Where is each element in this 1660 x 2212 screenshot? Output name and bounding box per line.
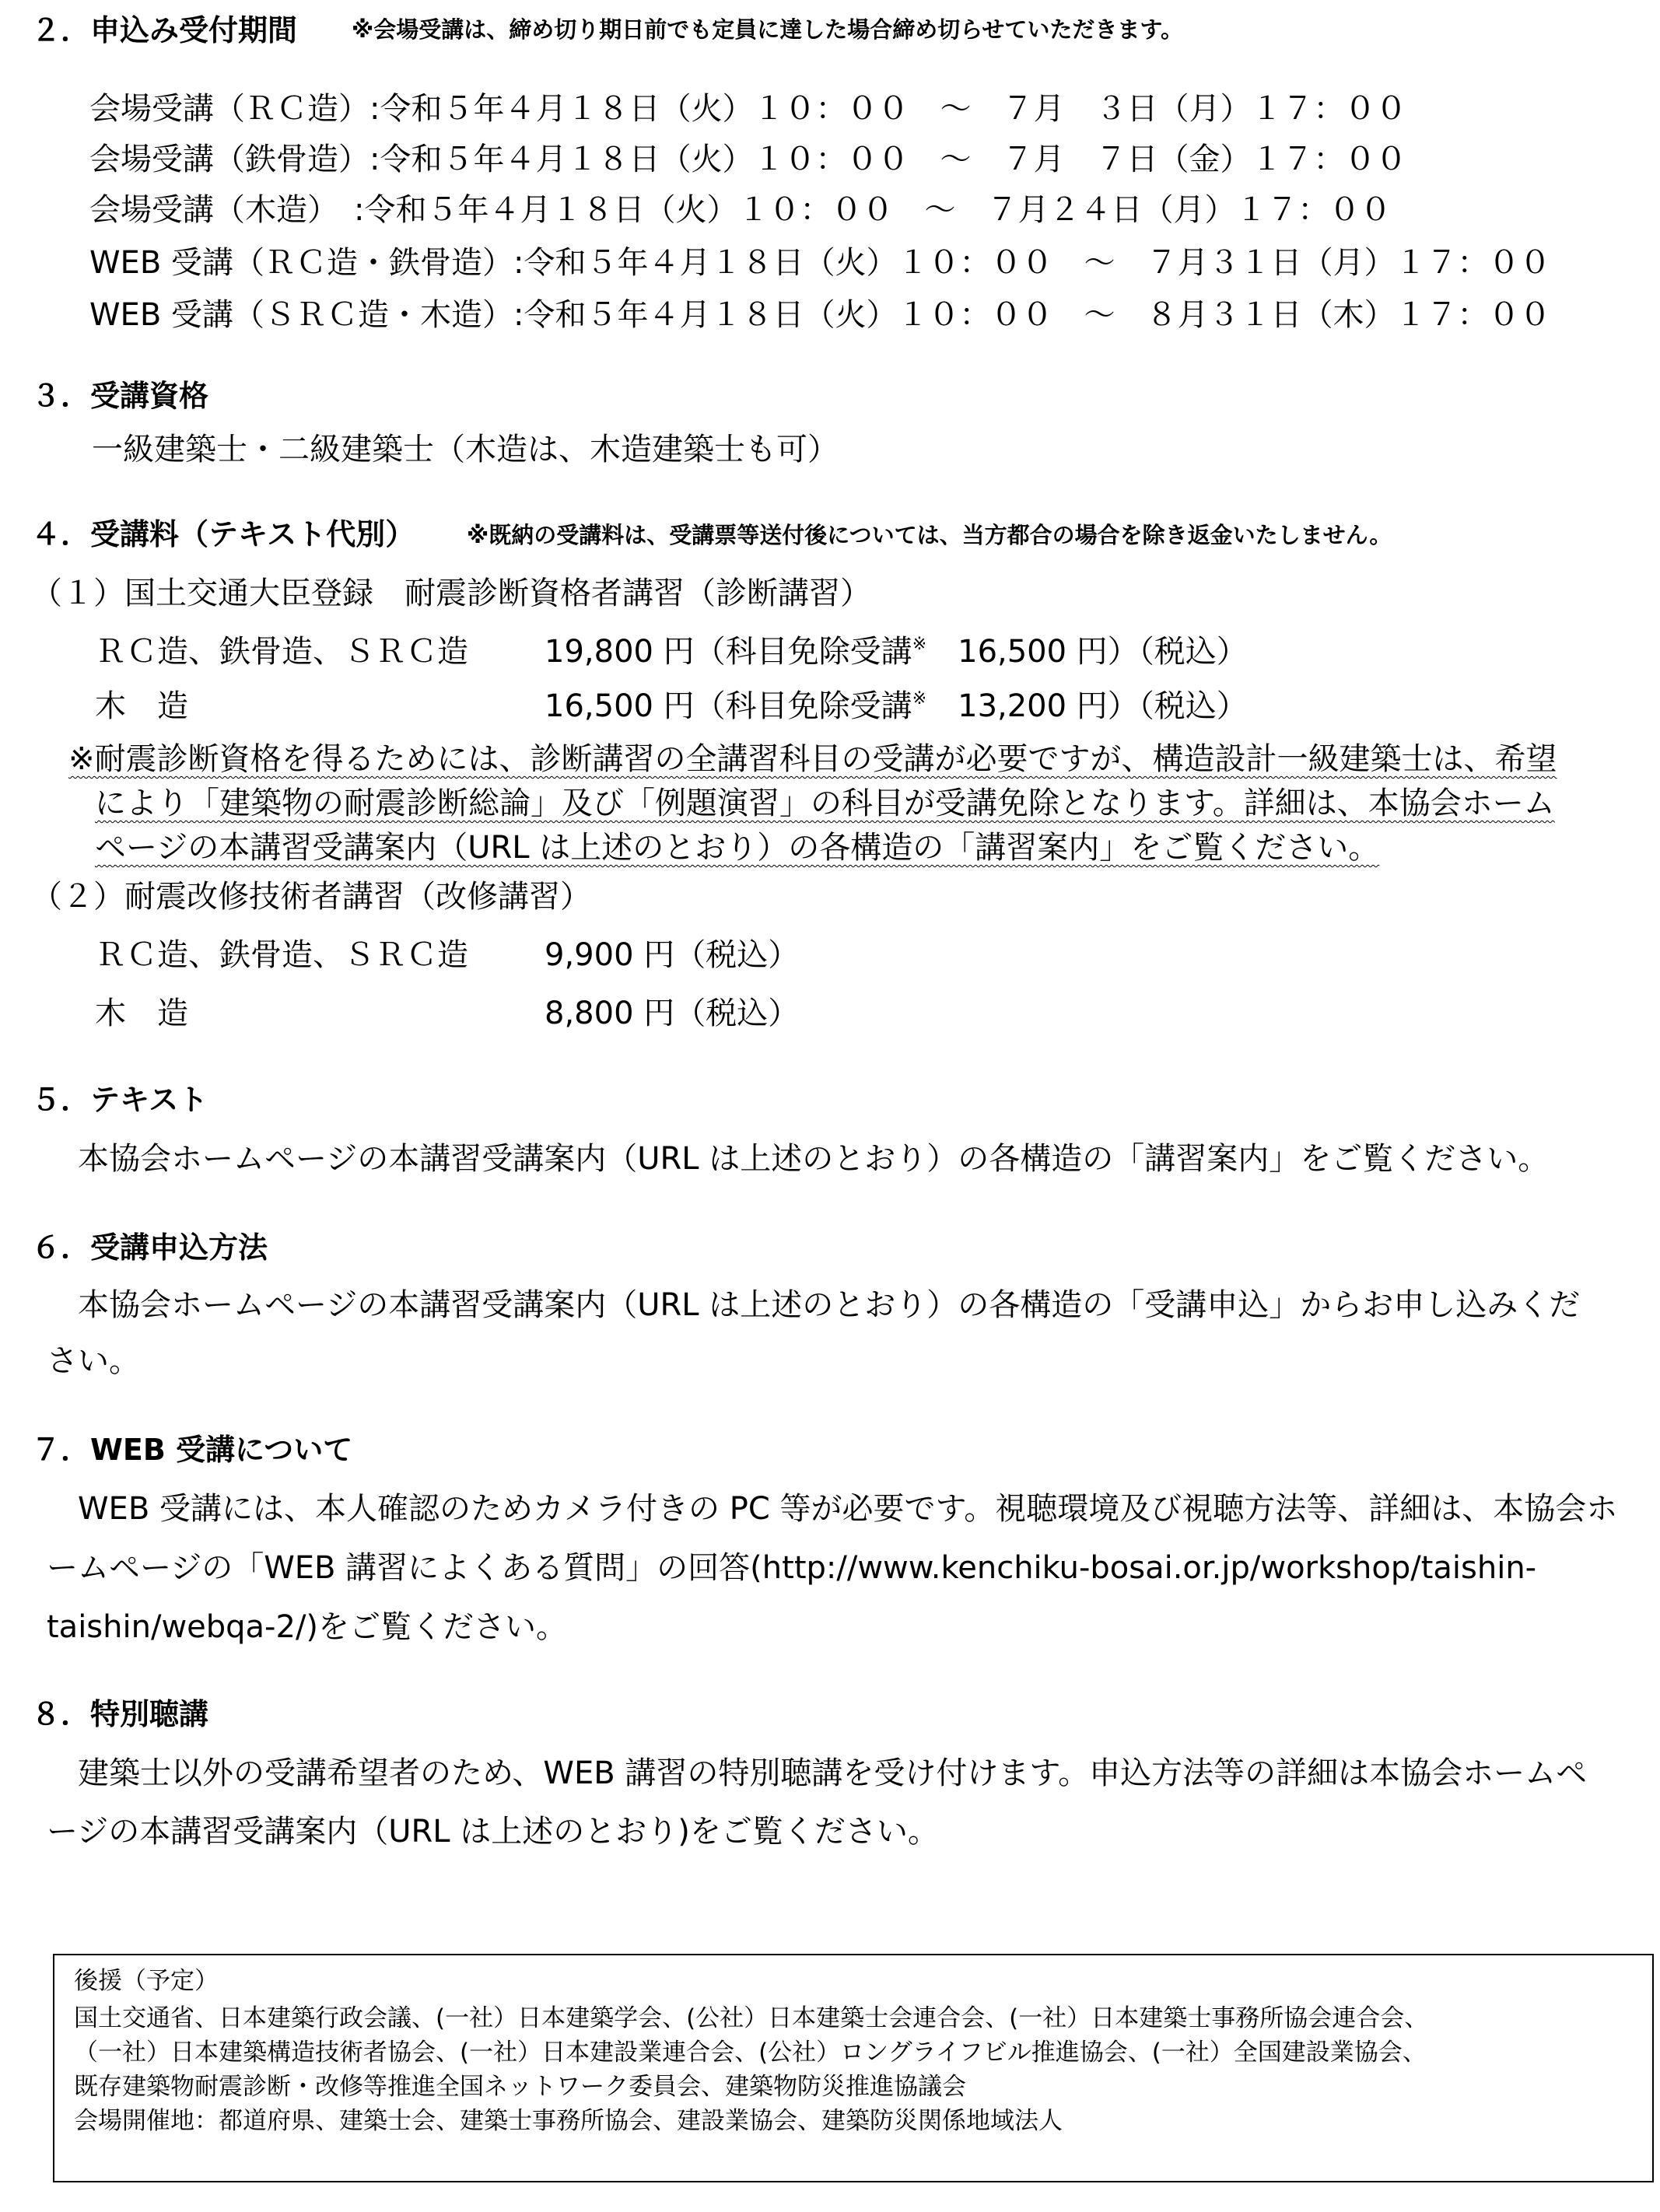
- period-row: [89, 144, 1406, 175]
- period-label: 会場受講（ＲＣ造）:: [89, 91, 380, 127]
- section-5-heading: ５．テキスト: [31, 1083, 208, 1117]
- period-row: [89, 245, 1551, 281]
- support-line: 国土交通省、日本建築行政会議、(一社）日本建築学会、(公社）日本建築士会連合会、(一社）日本建築士事務所協会連合会、: [74, 2004, 1429, 2032]
- section-4-sub1-title: （１）国土交通大臣登録 耐震診断資格者講習（診断講習）: [31, 576, 871, 611]
- section-4-heading: ４．受講料（テキスト代別）: [31, 517, 415, 551]
- fee-amount: 9,900 円（税込）: [545, 937, 800, 973]
- period-label: 会場受講（木造） :: [89, 192, 365, 228]
- section-4-note: ※既納の受講料は、受講票等送付後については、当方都合の場合を除き返金いたしません。: [467, 522, 1392, 548]
- exemption-note-line: ページの本講習受講案内（URL は上述のとおり）の各構造の「講習案内」をご覧ください。: [95, 830, 1380, 866]
- period-label: 会場受講（鉄骨造）:: [89, 142, 380, 177]
- fee-amount: 8,800 円（税込）: [545, 996, 800, 1031]
- period-label: WEB 受講（ＲＣ造・鉄骨造）:: [89, 245, 524, 281]
- period-value: 令和５年４月１８日（火）１０：００ ～ ７月 ３日（月）１７：００: [380, 91, 1407, 127]
- support-line: （一社）日本建築構造技術者協会、(一社）日本建設業連合会、(公社）ロングライフビル推進協会、(一社）全国建設業協会、: [74, 2039, 1427, 2067]
- section-6-line: さい。: [47, 1343, 140, 1379]
- section-2-note: ※会場受講は、締め切り期日前でも定員に達した場合締め切らせていただきます。: [352, 16, 1184, 43]
- section-3-heading: ３．受講資格: [31, 379, 209, 413]
- fee-value: [545, 688, 1248, 724]
- section-8-line: 建築士以外の受講希望者のため、WEB 講習の特別聴講を受け付けます。申込方法等の詳細は本協会ホームペ: [78, 1755, 1588, 1791]
- period-value: 令和５年４月１８日（火）１０：００ ～ ７月２４日（月）１７：００: [364, 192, 1392, 228]
- section-7-line: ームページの「WEB 講習によくある質問」の回答(http://www.kenchiku-bosai.or.jp/workshop/taishin-: [47, 1550, 1537, 1586]
- footnote-mark: ※: [912, 635, 927, 654]
- fee-label: ＲＣ造、鉄骨造、ＳＲＣ造: [95, 937, 468, 973]
- support-box: [53, 1954, 1654, 2182]
- period-value: 令和５年４月１８日（火）１０：００ ～ ８月３１日（木）１７：００: [524, 297, 1551, 333]
- section-6-line: 本協会ホームページの本講習受講案内（URL は上述のとおり）の各構造の「受講申込」からお申し込みくだ: [78, 1287, 1581, 1323]
- period-label: WEB 受講（ＳＲＣ造・木造）:: [89, 297, 524, 333]
- section-3-text: 一級建築士・二級建築士（木造は、木造建築士も可）: [92, 432, 839, 467]
- fee-value: [545, 634, 1248, 670]
- fee-exempt: 16,500 円）（税込）: [926, 634, 1248, 670]
- section-5-text: 本協会ホームページの本講習受講案内（URL は上述のとおり）の各構造の「講習案内」をご覧ください。: [78, 1141, 1550, 1177]
- exemption-note-line: ※耐震診断資格を得るためには、診断講習の全講習科目の受講が必要ですが、構造設計一級建築士は、希望: [68, 741, 1557, 777]
- fee-exempt: 13,200 円）（税込）: [926, 688, 1248, 724]
- section-7-line: taishin/webqa-2/)をご覧ください。: [47, 1609, 568, 1645]
- section-8-heading: ８．特別聴講: [31, 1697, 209, 1731]
- section-6-heading: ６．受講申込方法: [31, 1230, 268, 1265]
- period-row: [89, 91, 1407, 127]
- section-7-heading: ７．WEB 受講について: [31, 1433, 353, 1467]
- section-7-line: WEB 受講には、本人確認のためカメラ付きの PC 等が必要です。視聴環境及び視聴方法等、詳細は、本協会ホ: [78, 1491, 1618, 1527]
- fee-label: 木 造: [95, 688, 188, 724]
- section-2-heading: ２．申込み受付期間: [31, 13, 298, 47]
- fee-label: 木 造: [95, 996, 188, 1031]
- section-4-sub2-title: （２）耐震改修技術者講習（改修講習）: [31, 879, 591, 915]
- period-value: 令和５年４月１８日（火）１０：００ ～ ７月 ７日（金）１７：００: [380, 142, 1407, 177]
- exemption-note-line: により「建築物の耐震診断総論」及び「例題演習」の科目が受講免除となります。詳細は、本協会ホーム: [95, 786, 1555, 821]
- period-row: [89, 299, 1550, 331]
- fee-amount: 19,800 円（科目免除受講: [545, 634, 912, 670]
- support-venue: 会場開催地：都道府県、建築士会、建築士事務所協会、建設業協会、建築防災関係地域法人: [74, 2107, 1063, 2135]
- section-8-line: ージの本講習受講案内（URL は上述のとおり)をご覧ください。: [47, 1814, 939, 1850]
- fee-amount: 16,500 円（科目免除受講: [545, 688, 912, 724]
- footnote-mark: ※: [912, 689, 927, 709]
- period-row: [89, 194, 1391, 226]
- support-title: 後援（予定）: [74, 1967, 219, 1995]
- period-value: 令和５年４月１８日（火）１０：００ ～ ７月３１日（月）１７：００: [524, 245, 1551, 281]
- support-line: 既存建築物耐震診断・改修等推進全国ネットワーク委員会、建築物防災推進協議会: [74, 2073, 966, 2101]
- fee-label: ＲＣ造、鉄骨造、ＳＲＣ造: [95, 634, 468, 670]
